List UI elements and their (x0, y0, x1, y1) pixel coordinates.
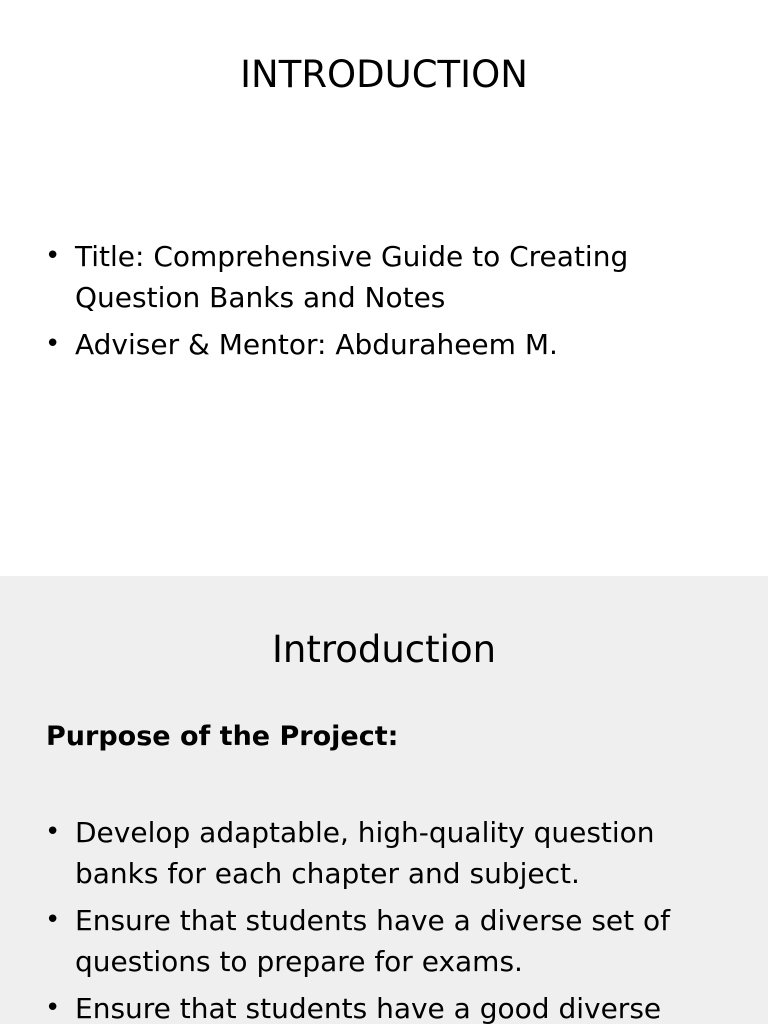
bullet-icon: • (45, 241, 61, 271)
bullet-icon: • (45, 817, 61, 847)
bullet-item (45, 900, 685, 982)
bullet-text: Ensure that students have a good diverse (75, 992, 662, 1024)
bullet-list (45, 812, 685, 1024)
bullet-text: Develop adaptable, high-quality question banks for each chapter and subject. (75, 816, 655, 890)
bullet-text: Title: Comprehensive Guide to Creating Question Banks and Notes (75, 240, 629, 314)
slide-title: INTRODUCTION (240, 53, 528, 96)
bullet-item (45, 812, 685, 894)
section-subheading: Purpose of the Project: (46, 721, 399, 752)
bullet-list (45, 236, 685, 371)
bullet-text: Adviser & Mentor: Abduraheem M. (75, 328, 558, 361)
bullet-text: Ensure that students have a diverse set of questions to prepare for exams. (75, 904, 670, 978)
bullet-item (45, 236, 685, 318)
bullet-item (45, 988, 685, 1024)
bullet-icon: • (45, 905, 61, 935)
bullet-item (45, 324, 685, 365)
bullet-icon: • (45, 993, 61, 1023)
bullet-icon: • (45, 329, 61, 359)
slide-introduction-purpose (0, 576, 768, 1024)
slide-title: Introduction (271, 628, 497, 671)
